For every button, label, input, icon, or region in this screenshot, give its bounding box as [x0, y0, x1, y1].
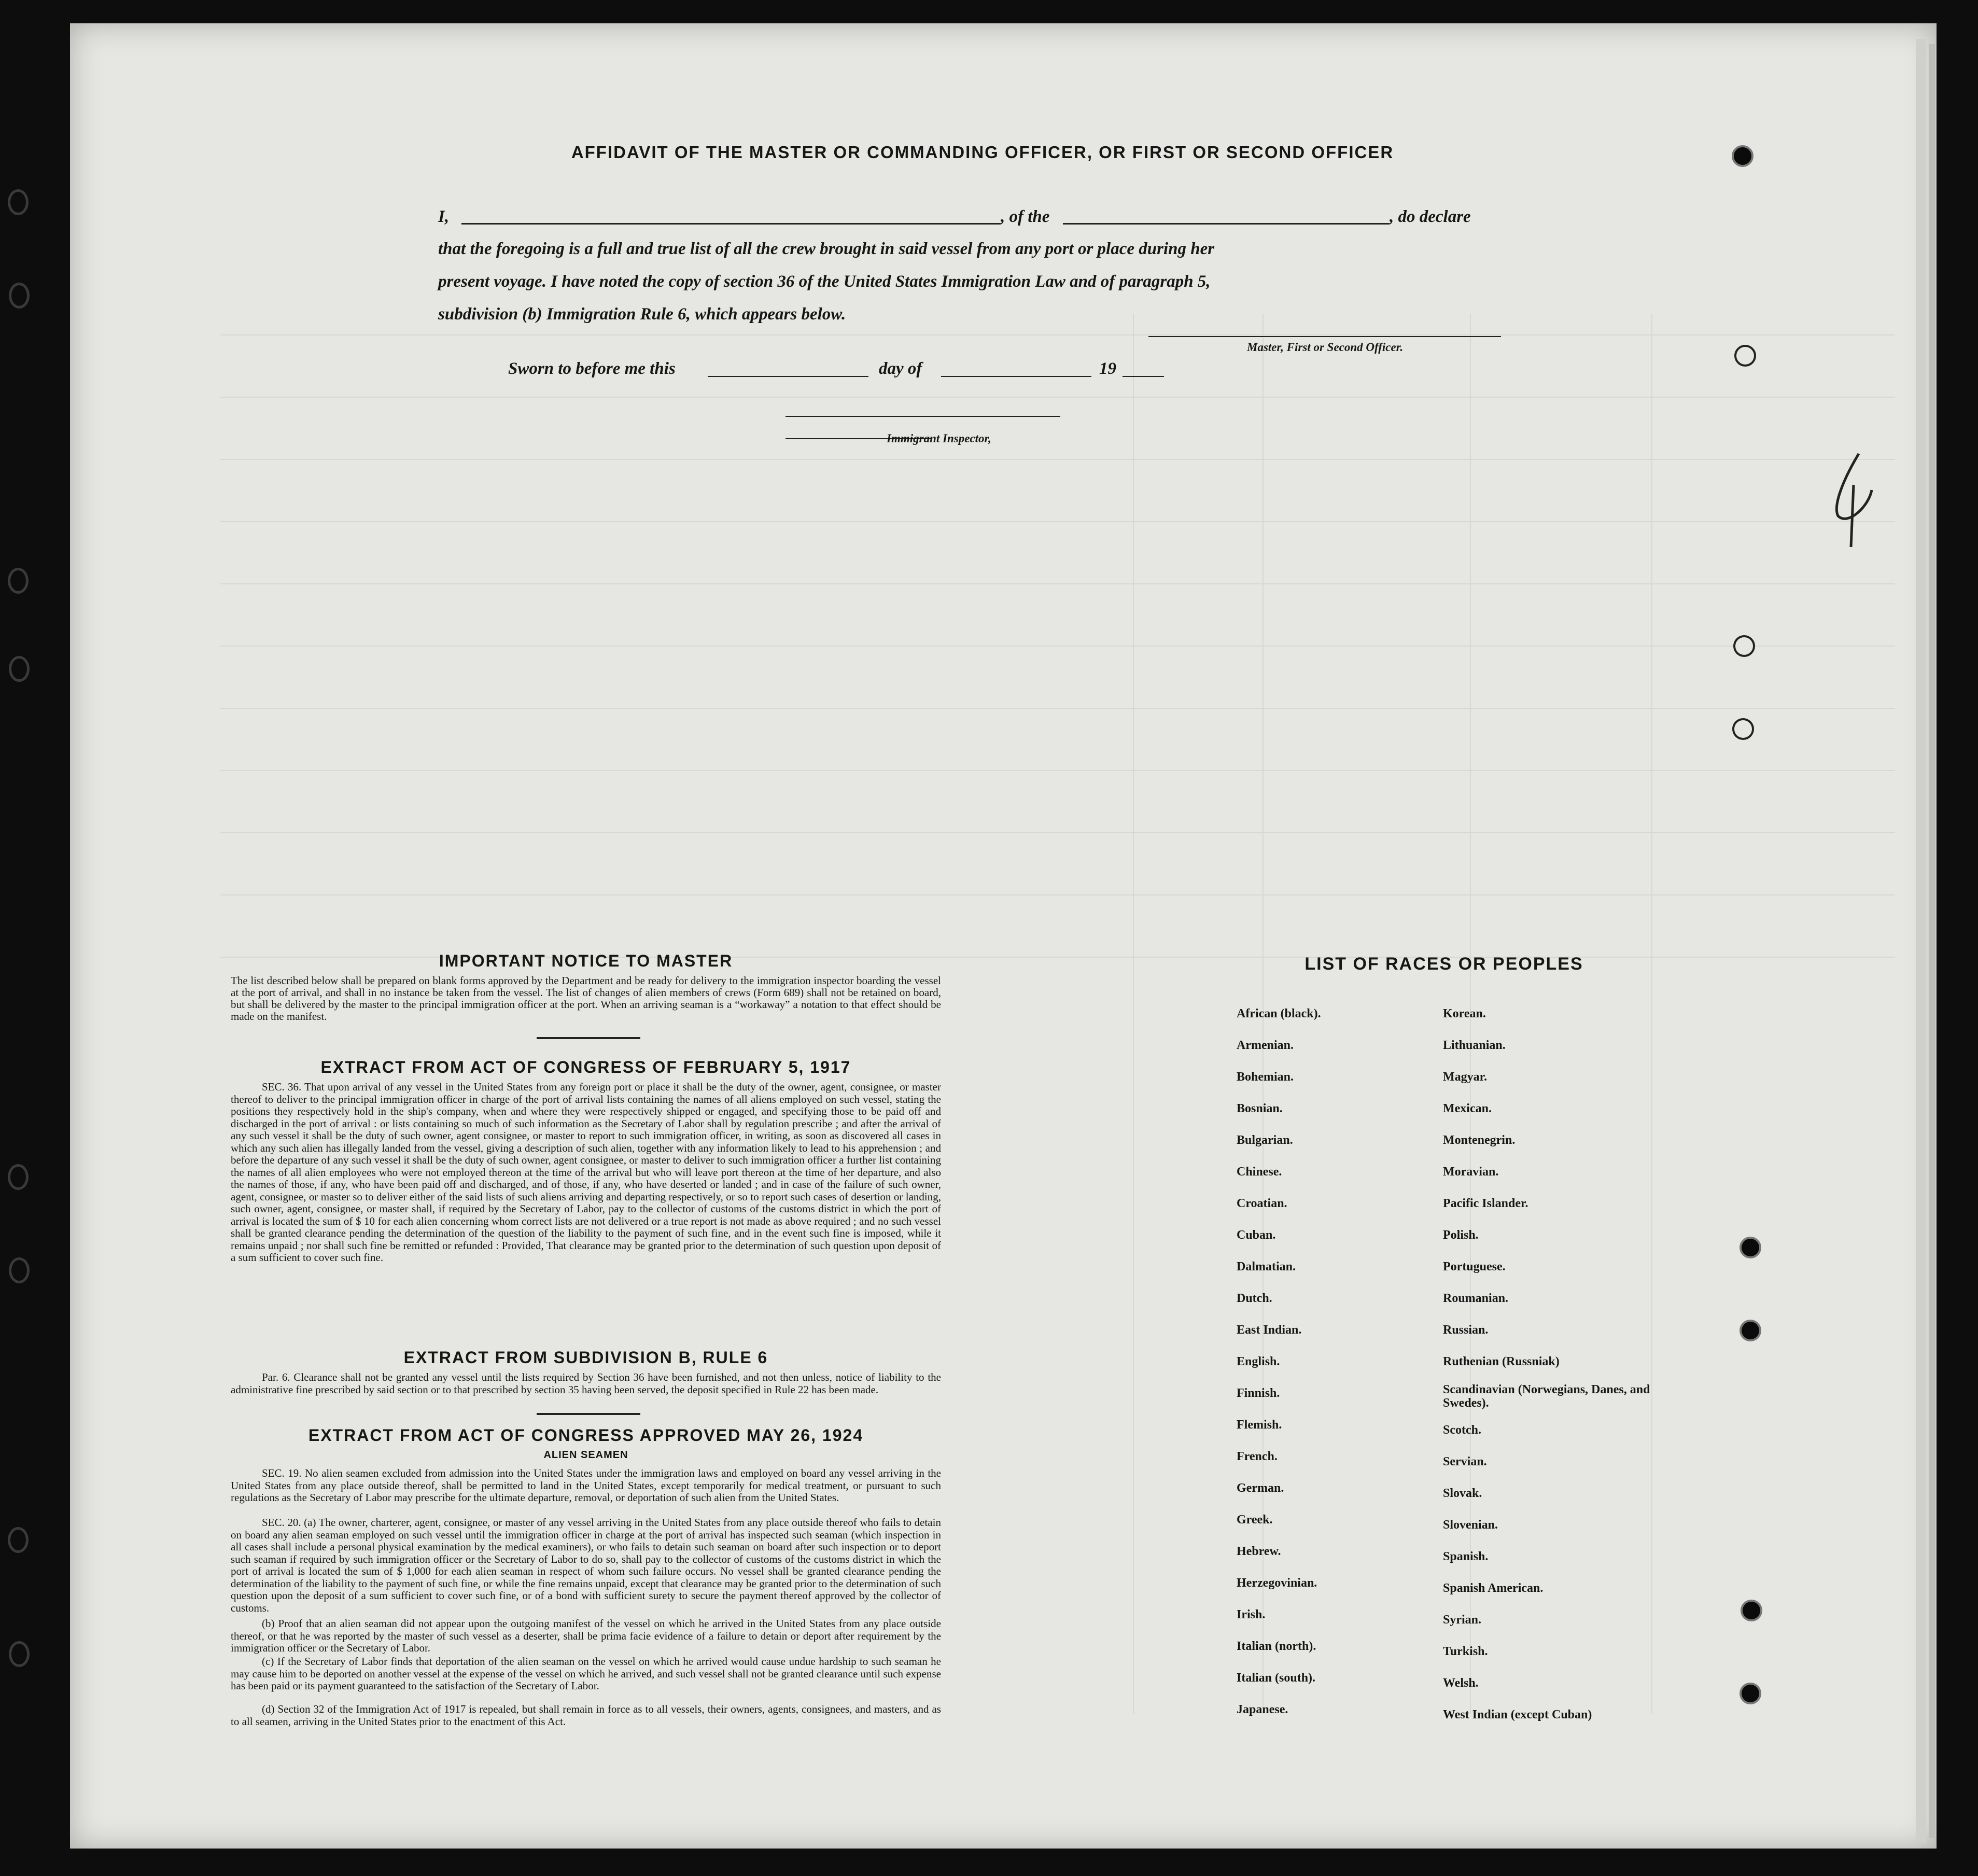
race-item: Armenian. — [1237, 1039, 1294, 1052]
sworn-day-of-label: day of — [879, 359, 922, 378]
race-item: Italian (north). — [1237, 1640, 1316, 1653]
rule6-title: EXTRACT FROM SUBDIVISION B, RULE 6 — [403, 1348, 768, 1367]
bleed-through-row — [220, 521, 1895, 522]
race-item: Mexican. — [1443, 1102, 1492, 1115]
race-item: Greek. — [1237, 1513, 1273, 1527]
page-edge — [1929, 44, 1935, 1838]
race-item: Roumanian. — [1443, 1292, 1509, 1305]
race-item: Bulgarian. — [1237, 1133, 1293, 1147]
race-item: Syrian. — [1443, 1613, 1482, 1627]
race-item: Scotch. — [1443, 1423, 1481, 1437]
extract-1924-sec19: SEC. 19. No alien seamen excluded from admission into the United States under the immigration laws and employed on board any vessel arriving in the United States from any place outside thereof, shall be permitted to land in the United States, except temporarily for medical treatment, or pursuant to such regulations as the Secretary of Labor may prescribe for the ultimate departure, removal, or deportation of such alien from the United States. — [231, 1467, 941, 1504]
race-item: Lithuanian. — [1443, 1039, 1506, 1052]
punch-hole-icon — [1739, 1320, 1761, 1341]
handwritten-mark-icon — [1822, 449, 1885, 552]
races-column-1 — [1237, 998, 1434, 1726]
extract-1924-sec20a: SEC. 20. (a) The owner, charterer, agent, consignee, or master of any vessel arriving in the United States from any place outside thereof who fails to detain on board any alien seaman employed on such vessel until the immigration officer in charge at the port of arrival has inspected such seaman (which inspection in all cases shall include a personal physical examination by the medical examiners), or who fails to detain such seaman on board after such inspection or to deport such seaman if required by such immigration officer or the Secretary of Labor to do so, shall pay to the collector of customs of the customs district in which the port of arrival is located the sum of $ 1,000 for each alien seaman in respect of whom such failure occurs. No vessel shall be granted clearance pending the determination of the liability to the payment of such fine, or while the fine remains unpaid, except that clearance may be granted prior to the determination of such question upon the deposit of a sum sufficient to cover such fine, or of a bond with sufficient surety to secure the payment thereof approved by the collector of customs. — [231, 1516, 941, 1614]
binder-ring-icon — [9, 1257, 30, 1283]
extract-1924-sec20b: (b) Proof that an alien seaman did not appear upon the outgoing manifest of the vessel on which he arrived in the United States from any place outside thereof, or that he was reported by the master of such vessel as a deserter, shall be prima facie evidence of a failure to detain or deport after requirement by the immigration officer or the Secretary of Labor. — [231, 1617, 941, 1654]
affidavit-line-2: that the foregoing is a full and true list of all the crew brought in said vessel from any port or place during her — [438, 240, 1215, 258]
race-item: Chinese. — [1237, 1165, 1282, 1179]
race-item: Moravian. — [1443, 1165, 1499, 1179]
race-item: Dutch. — [1237, 1292, 1272, 1305]
punch-hole-icon — [1734, 345, 1756, 367]
race-item: West Indian (except Cuban) — [1443, 1708, 1592, 1721]
race-item: Bohemian. — [1237, 1070, 1294, 1084]
race-item: Magyar. — [1443, 1070, 1488, 1084]
bleed-through-row — [220, 397, 1895, 398]
race-item: Welsh. — [1443, 1676, 1479, 1690]
punch-hole-icon — [1732, 718, 1754, 740]
race-item: Slovak. — [1443, 1487, 1482, 1500]
race-item: Finnish. — [1237, 1387, 1280, 1400]
race-item: Ruthenian (Russniak) — [1443, 1355, 1560, 1368]
notice-title: IMPORTANT NOTICE TO MASTER — [439, 951, 733, 970]
bleed-through-row — [220, 894, 1895, 895]
bleed-through-row — [220, 708, 1895, 709]
extract-1924-sec20d: (d) Section 32 of the Immigration Act of 1917 is repealed, but shall remain in force as to all vessels, their owners, agents, consignees, and masters, and as to all seamen, arriving in the United States prior to the enactment of this Act. — [231, 1703, 941, 1728]
race-item: Cuban. — [1237, 1228, 1276, 1242]
race-item: Turkish. — [1443, 1645, 1488, 1658]
bleed-through-row — [220, 832, 1895, 833]
extract-1917-text: SEC. 36. That upon arrival of any vessel in the United States from any foreign port or place it shall be the duty of the owner, agent, consignee, or master thereof to deliver to the principal immigration officer in charge of the port of arrival lists containing the names of all aliens employed on such vessel, stating the positions they respectively hold in the ship's company, when and where they were respectively shipped or engaged, and specifying those to be paid off and discharged in the port of arrival : or lists containing so much of such information as the Secretary of Labor shall by regulation prescribe ; and after the arrival of any such vessel it shall be the duty of such owner, agent consignee, or master to report to such immigration officer, in writing, as soon as discovered all cases in which any such alien has illegally landed from the vessel, giving a description of such alien, together with any information likely to lead to his apprehension ; and before the departure of any such vessel it shall be the duty of such owner, agent consignee, or master to deliver to such immigration officer a further list containing the names of all alien employees who were not employed thereon at the time of the arrival but who will leave port thereon at the time of her departure, and also the names of those, if any, who have been paid off and discharged, and of those, if any, who have deserted or landed ; and in case of the failure of such owner, agent, consignee, or master so to deliver either of the said lists of such aliens arriving and departing respectively, or so to report such cases of desertion or landing, such owner, agent, consignee, or master shall, if required by the Secretary of Labor, pay to the collector of customs of the customs district in which the port of arrival is located the sum of $ 10 for each alien concerning whom correct lists are not delivered or a true report is not made as above required ; and no such vessel shall be granted clearance pending the determination of the question of the liability to the payment of such fine, and in the event such fine is imposed, while it remains unpaid ; nor shall such fine be remitted or refunded : Provided, That clearance may be granted prior to the determination of such question upon deposit of a sum sufficient to cover such fine. — [231, 1081, 941, 1264]
bleed-through-row — [220, 646, 1895, 647]
races-title: LIST OF RACES OR PEOPLES — [1304, 954, 1583, 974]
sworn-day-blank — [708, 376, 868, 377]
punch-hole-icon — [1739, 1237, 1761, 1258]
race-item: Dalmatian. — [1237, 1260, 1296, 1273]
race-item: Irish. — [1237, 1608, 1266, 1621]
punch-hole-icon — [1733, 635, 1755, 657]
punch-hole-icon — [1739, 1683, 1761, 1704]
race-item: Polish. — [1443, 1228, 1479, 1242]
binder-ring-icon — [8, 1527, 29, 1553]
races-column-2 — [1443, 998, 1656, 1731]
binder-ring-icon — [8, 1164, 29, 1190]
binder-ring-icon — [8, 568, 29, 594]
race-item: Servian. — [1443, 1455, 1487, 1468]
binder-ring-icon — [9, 283, 30, 309]
binder-ring-icon — [9, 1641, 30, 1667]
bleed-through-row — [220, 583, 1895, 584]
bleed-through-row — [220, 334, 1895, 335]
race-item: Spanish American. — [1443, 1581, 1544, 1595]
race-item: Spanish. — [1443, 1550, 1489, 1563]
race-item: African (black). — [1237, 1007, 1321, 1020]
race-item: Croatian. — [1237, 1197, 1287, 1210]
sworn-label: Sworn to before me this — [508, 359, 676, 378]
race-item: Herzegovinian. — [1237, 1576, 1317, 1590]
extract-1924-sec20c: (c) If the Secretary of Labor finds that deportation of the alien seaman on the vessel on which he arrived would cause undue hardship to such seaman he may cause him to be deported on another vessel at the expense of the vessel on which he arrived, and such vessel shall not be granted clearance until such expense has been paid or its payment guaranteed to the satisfaction of the Secretary of Labor. — [231, 1655, 941, 1692]
bleed-through-row — [220, 459, 1895, 460]
notice-text: The list described below shall be prepared on blank forms approved by the Department and be ready for delivery to the immigration inspector boarding the vessel at the port of arrival, and shall in no instance be taken from the vessel. The list of changes of alien members of crews (Form 689) shall not be retained on board, but shall be delivered by the master to the principal immigration officer at the port. When an arriving seaman is a “workaway” a notation to that effect should be made on the manifest. — [231, 974, 941, 1023]
affidavit-title: AFFIDAVIT OF THE MASTER OR COMMANDING OFFICER, OR FIRST OR SECOND OFFICER — [571, 143, 1394, 162]
race-item: French. — [1237, 1450, 1278, 1463]
race-item: Italian (south). — [1237, 1671, 1316, 1685]
binder-ring-icon — [9, 656, 30, 682]
race-item: Montenegrin. — [1443, 1133, 1516, 1147]
affidavit-line-4: subdivision (b) Immigration Rule 6, which appears below. — [438, 305, 846, 324]
master-signature-blank — [1148, 336, 1501, 337]
divider — [537, 1037, 640, 1039]
affidavit-line-3: present voyage. I have noted the copy of section 36 of the United States Immigration Law and of paragraph 5, — [438, 272, 1211, 291]
master-signature-label: Master, First or Second Officer. — [1247, 341, 1404, 354]
sworn-year-blank — [1123, 376, 1164, 377]
vessel-name-blank — [1063, 223, 1390, 225]
divider — [537, 1413, 640, 1415]
race-item: East Indian. — [1237, 1323, 1302, 1337]
extract-1924-subtitle: ALIEN SEAMEN — [543, 1449, 628, 1461]
race-item: Scandinavian (Norwegians, Danes, and Swedes). — [1443, 1383, 1650, 1410]
inspector-signature-blank — [785, 416, 1060, 417]
race-item: English. — [1237, 1355, 1280, 1368]
bleed-through-row — [220, 770, 1895, 771]
sworn-year-label: 19 — [1099, 359, 1116, 378]
race-item: Korean. — [1443, 1007, 1486, 1020]
sworn-month-blank — [941, 376, 1091, 377]
race-item: Flemish. — [1237, 1418, 1282, 1432]
race-item: Japanese. — [1237, 1703, 1288, 1716]
document-page — [70, 23, 1937, 1849]
affidavit-i-label: I, — [438, 207, 450, 226]
race-item: Slovenian. — [1443, 1518, 1498, 1532]
race-item: Portuguese. — [1443, 1260, 1506, 1273]
race-item: German. — [1237, 1481, 1284, 1495]
page-edge — [1916, 39, 1926, 1843]
punch-hole-icon — [1732, 145, 1753, 167]
race-item: Bosnian. — [1237, 1102, 1283, 1115]
binder-ring-icon — [8, 189, 29, 215]
master-name-blank — [461, 223, 1001, 225]
affidavit-of-the-label: , of the — [1001, 207, 1050, 226]
rule6-text: Par. 6. Clearance shall not be granted any vessel until the lists required by Section 36 have been furnished, and not then unless, notice of liability to the administrative fine prescribed by said section or to that prescribed by section 35 having been served, the deposit specified in Rule 22 has been made. — [231, 1371, 941, 1396]
race-item: Pacific Islander. — [1443, 1197, 1528, 1210]
race-item: Hebrew. — [1237, 1545, 1281, 1558]
affidavit-declare-label: , do declare — [1390, 207, 1471, 226]
inspector-label: Immigrant Inspector, — [887, 432, 991, 445]
race-item: Russian. — [1443, 1323, 1489, 1337]
bleed-through-column — [1133, 314, 1134, 1714]
punch-hole-icon — [1741, 1600, 1762, 1621]
extract-1924-title: EXTRACT FROM ACT OF CONGRESS APPROVED MAY 26, 1924 — [308, 1426, 864, 1445]
extract-1917-title: EXTRACT FROM ACT OF CONGRESS OF FEBRUARY 5, 1917 — [320, 1058, 851, 1076]
